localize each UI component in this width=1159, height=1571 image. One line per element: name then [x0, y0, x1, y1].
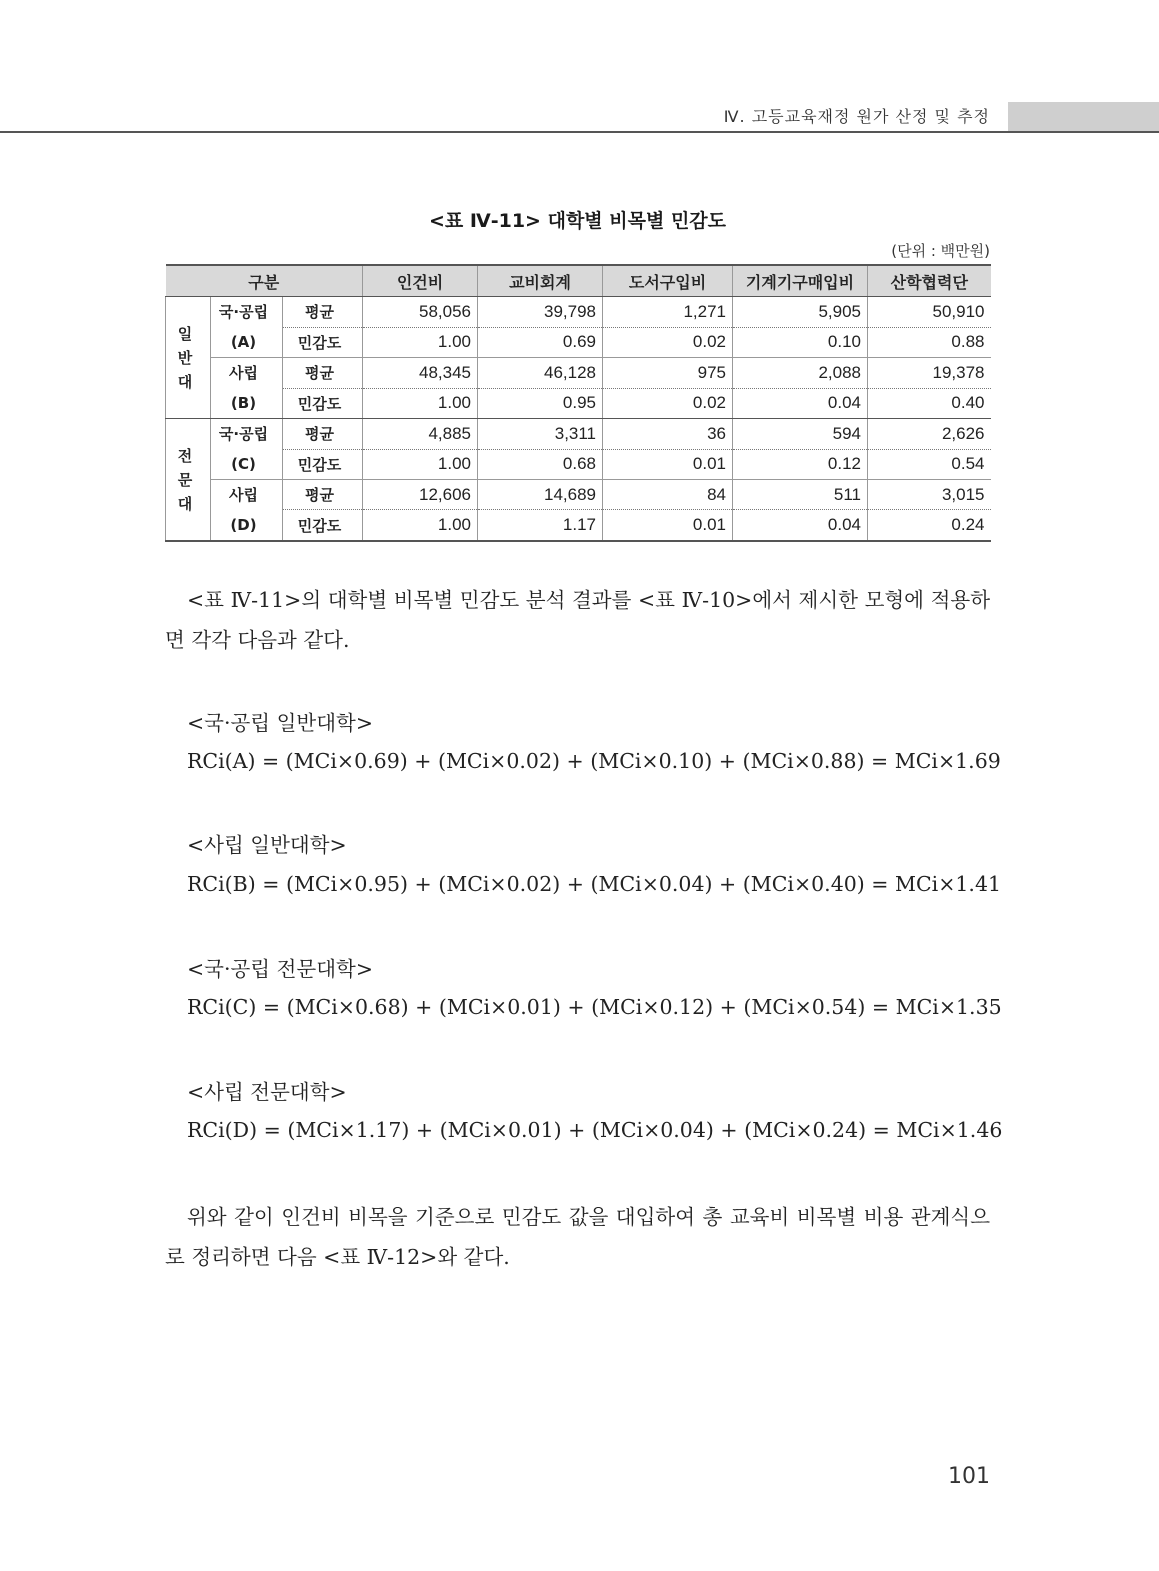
table-cell: 511 — [733, 480, 868, 510]
table-cell: 36 — [603, 419, 733, 450]
row-label: 평균 — [283, 358, 363, 389]
table-cell: 0.40 — [868, 388, 991, 419]
column-header: 산학협력단 — [868, 265, 991, 297]
table-header-row — [166, 265, 991, 297]
table-cell: 1.00 — [363, 388, 478, 419]
row-label: 평균 — [283, 419, 363, 450]
table-cell: 0.95 — [478, 388, 603, 419]
subgroup-label: 국·공립 (C) — [211, 419, 283, 480]
equation-formula: RCi(A) = (MCi×0.69) + (MCi×0.02) + (MCi×0.10) + (MCi×0.88) = MCi×1.69 — [187, 749, 1001, 773]
table-cell: 0.04 — [733, 388, 868, 419]
table-cell: 0.01 — [603, 449, 733, 480]
column-header: 기계기구매입비 — [733, 265, 868, 297]
row-label: 평균 — [283, 297, 363, 328]
table-cell: 1.17 — [478, 510, 603, 541]
running-header: Ⅳ. 고등교육재정 원가 산정 및 추정 — [723, 107, 990, 126]
header-tab-block — [1008, 102, 1159, 133]
row-label: 민감도 — [283, 510, 363, 541]
table-cell: 84 — [603, 480, 733, 510]
table-cell: 1.00 — [363, 449, 478, 480]
equation-title: <사립 일반대학> — [187, 833, 347, 857]
table-cell: 1,271 — [603, 297, 733, 328]
header-rule — [0, 131, 1159, 133]
table-cell: 975 — [603, 358, 733, 389]
table-cell: 0.02 — [603, 327, 733, 358]
row-label: 평균 — [283, 480, 363, 510]
group-label: 전 문 대 — [166, 419, 211, 542]
table-cell: 1.00 — [363, 510, 478, 541]
row-label: 민감도 — [283, 449, 363, 480]
table-cell: 0.68 — [478, 449, 603, 480]
table-row — [166, 449, 991, 480]
table-cell: 12,606 — [363, 480, 478, 510]
equation-title: <사립 전문대학> — [187, 1080, 347, 1104]
table-cell: 46,128 — [478, 358, 603, 389]
table-row — [166, 480, 991, 510]
table-cell: 3,311 — [478, 419, 603, 450]
sensitivity-table — [165, 264, 991, 542]
table-unit: (단위 : 백만원) — [891, 242, 990, 260]
equation-formula: RCi(C) = (MCi×0.68) + (MCi×0.01) + (MCi×0.12) + (MCi×0.54) = MCi×1.35 — [187, 995, 1002, 1019]
page-number: 101 — [948, 1464, 990, 1489]
table-cell: 2,088 — [733, 358, 868, 389]
conclusion-paragraph: 위와 같이 인건비 비목을 기준으로 민감도 값을 대입하여 총 교육비 비목별 비용 관계식으로 정리하면 다음 <표 Ⅳ-12>와 같다. — [165, 1205, 990, 1269]
table-cell: 58,056 — [363, 297, 478, 328]
table-cell: 1.00 — [363, 327, 478, 358]
table-cell: 3,015 — [868, 480, 991, 510]
equation-formula: RCi(D) = (MCi×1.17) + (MCi×0.01) + (MCi×0.04) + (MCi×0.24) = MCi×1.46 — [187, 1118, 1003, 1142]
table-caption: <표 Ⅳ-11> 대학별 비목별 민감도 — [428, 210, 727, 232]
table-row — [166, 510, 991, 541]
equation-title: <국·공립 전문대학> — [187, 957, 374, 981]
table-cell: 14,689 — [478, 480, 603, 510]
table-cell: 4,885 — [363, 419, 478, 450]
table-cell: 0.54 — [868, 449, 991, 480]
table-cell: 19,378 — [868, 358, 991, 389]
table-row — [166, 358, 991, 389]
table-cell: 0.88 — [868, 327, 991, 358]
column-header: 도서구입비 — [603, 265, 733, 297]
table-cell: 0.04 — [733, 510, 868, 541]
table-cell: 594 — [733, 419, 868, 450]
column-header: 교비회계 — [478, 265, 603, 297]
table-cell: 39,798 — [478, 297, 603, 328]
row-label: 민감도 — [283, 388, 363, 419]
subgroup-label: 국·공립 (A) — [211, 297, 283, 358]
table-cell: 2,626 — [868, 419, 991, 450]
row-label: 민감도 — [283, 327, 363, 358]
table-row — [166, 297, 991, 328]
intro-paragraph: <표 Ⅳ-11>의 대학별 비목별 민감도 분석 결과를 <표 Ⅳ-10>에서 제시한 모형에 적용하면 각각 다음과 같다. — [165, 588, 990, 652]
table-cell: 0.02 — [603, 388, 733, 419]
table-cell: 0.69 — [478, 327, 603, 358]
table-row — [166, 388, 991, 419]
table-cell: 48,345 — [363, 358, 478, 389]
table-cell: 5,905 — [733, 297, 868, 328]
table-cell: 0.12 — [733, 449, 868, 480]
table-cell: 0.01 — [603, 510, 733, 541]
equation-title: <국·공립 일반대학> — [187, 711, 374, 735]
table-cell: 0.10 — [733, 327, 868, 358]
column-header: 인건비 — [363, 265, 478, 297]
subgroup-label: 사립 (B) — [211, 358, 283, 419]
table-row — [166, 419, 991, 450]
table-cell: 50,910 — [868, 297, 991, 328]
table-row — [166, 327, 991, 358]
group-label: 일 반 대 — [166, 297, 211, 419]
table-cell: 0.24 — [868, 510, 991, 541]
column-header: 구분 — [166, 265, 363, 297]
subgroup-label: 사립 (D) — [211, 480, 283, 542]
equation-formula: RCi(B) = (MCi×0.95) + (MCi×0.02) + (MCi×0.04) + (MCi×0.40) = MCi×1.41 — [187, 872, 1002, 896]
